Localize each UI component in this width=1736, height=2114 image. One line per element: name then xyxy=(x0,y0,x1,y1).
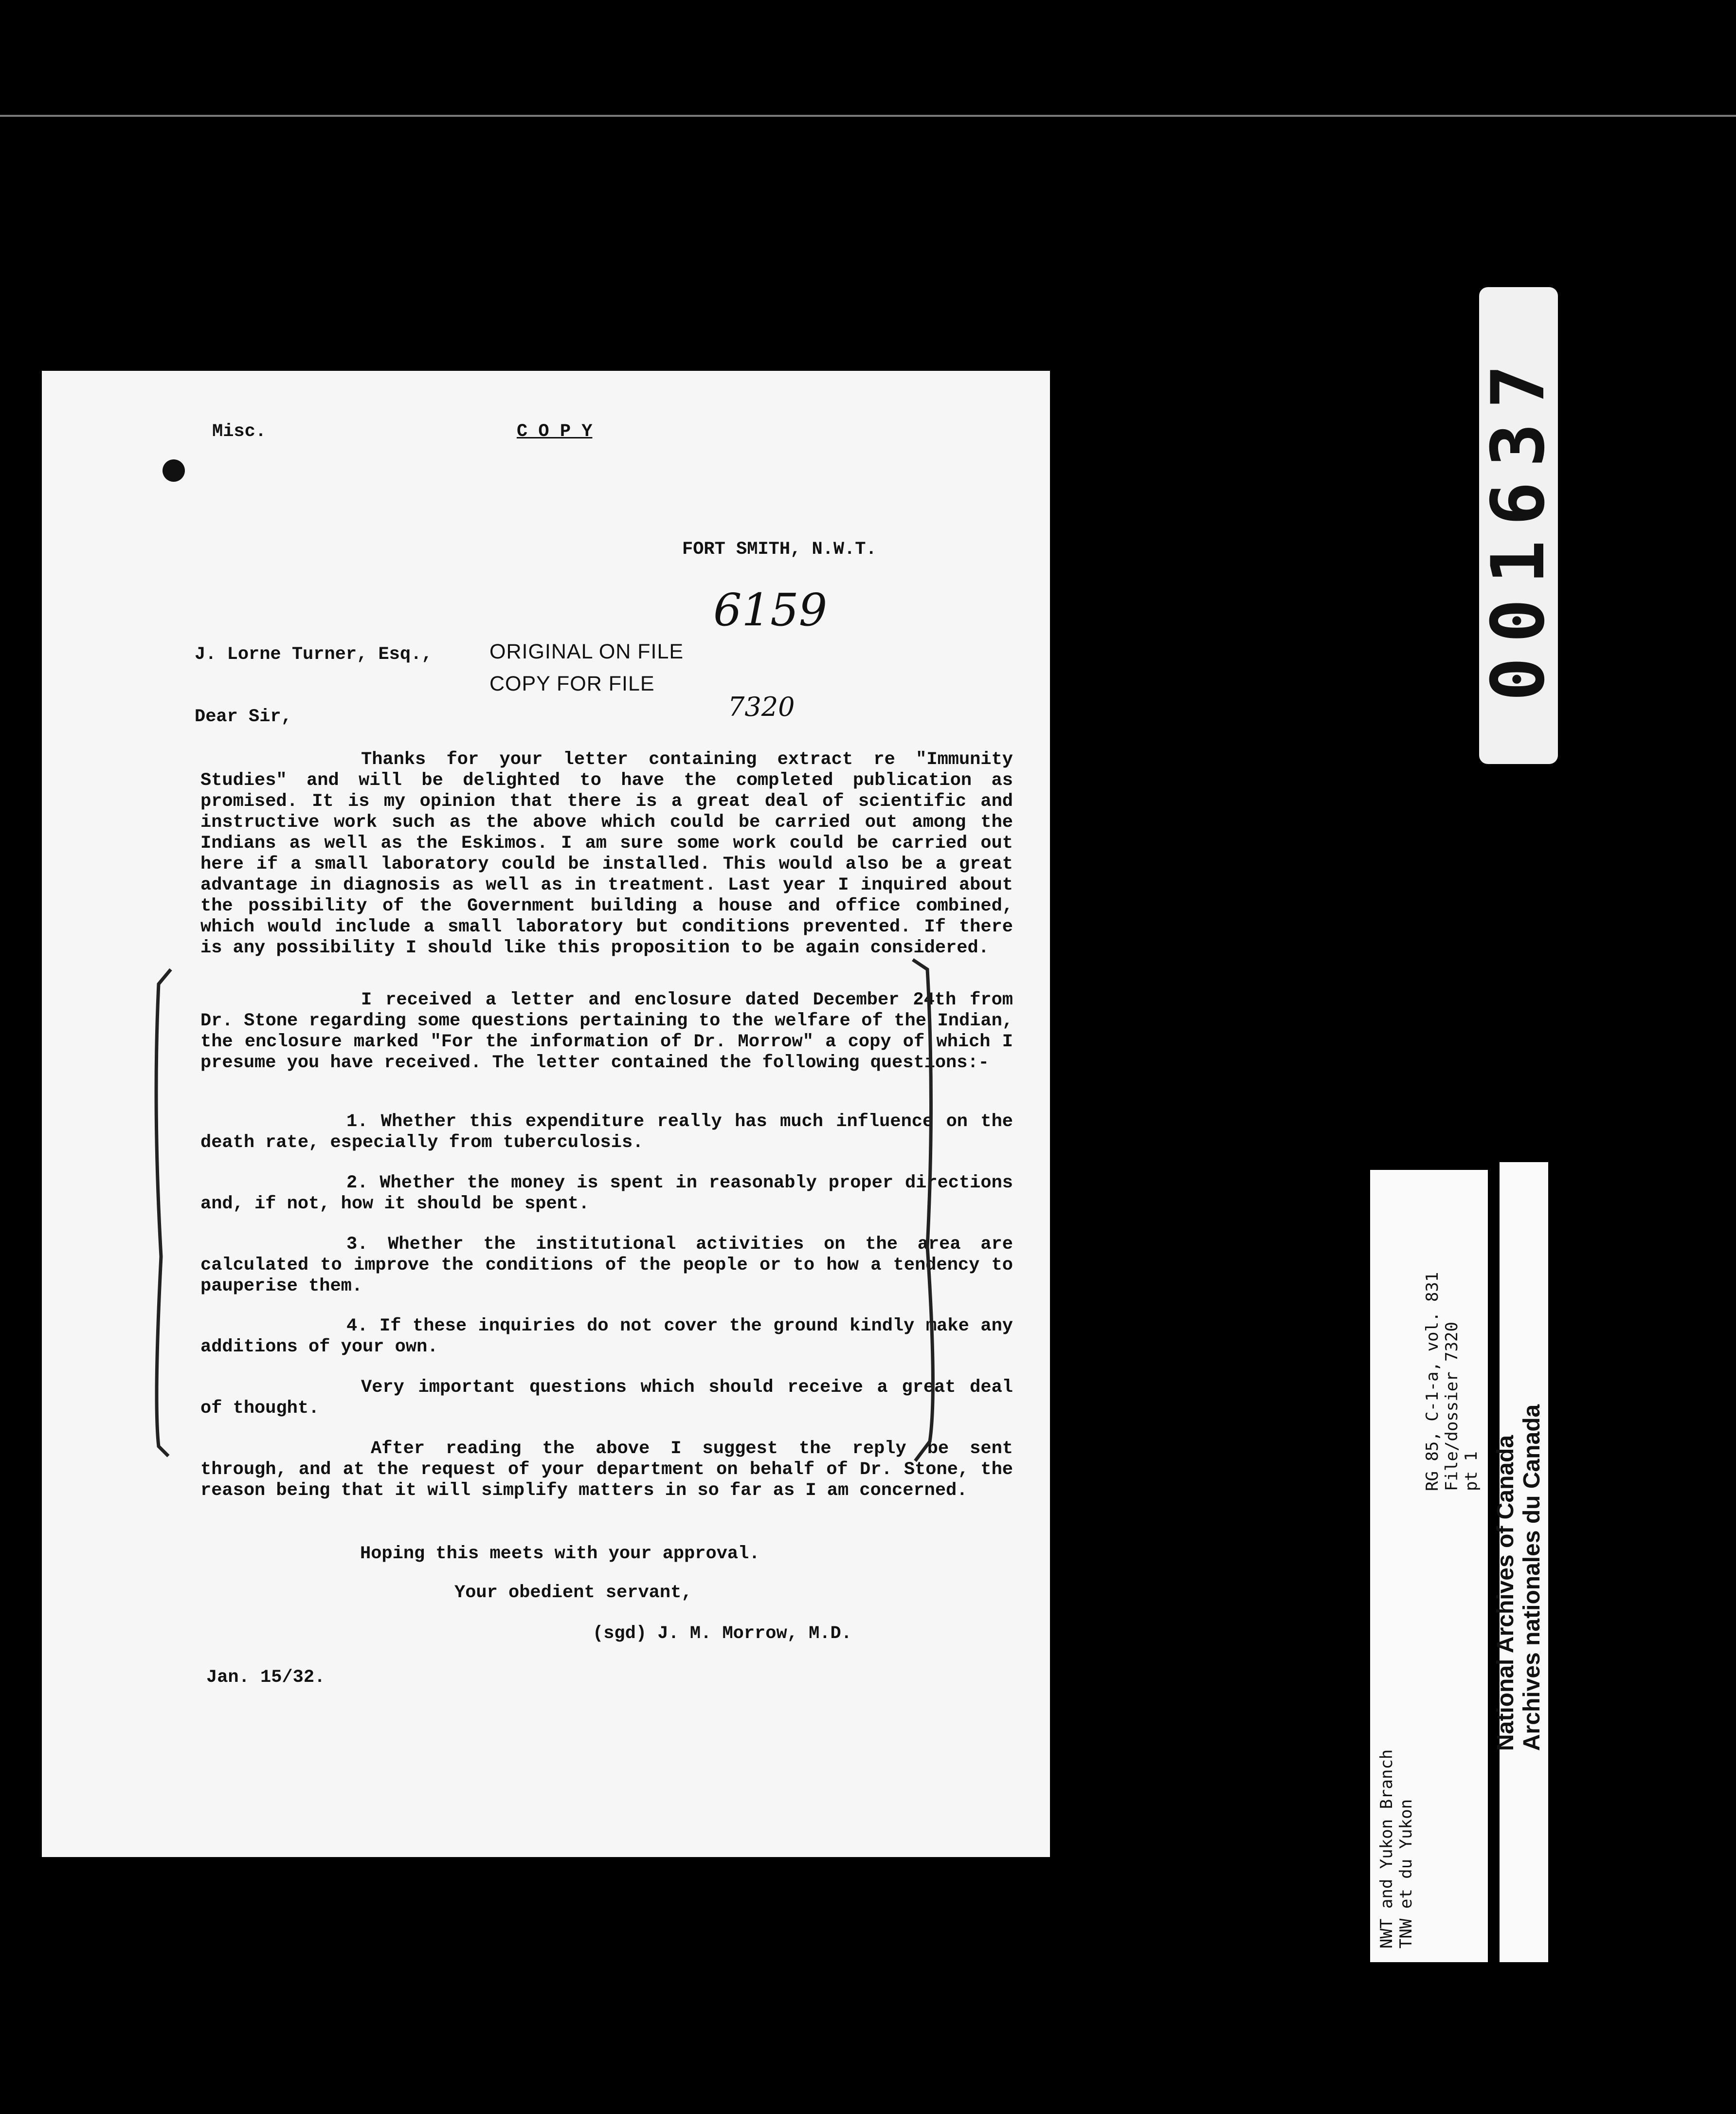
question-3: 3. Whether the institutional activities on the area are calculated to improve the conditions of the people or to how a tendency to pauperise them. xyxy=(200,1234,1013,1296)
right-margin-bracket xyxy=(908,955,947,1471)
frame-number-strip xyxy=(1476,287,1561,764)
branch-name-fr: TNW et du Yukon xyxy=(1396,1799,1416,1949)
stamp-original-on-file: ORIGINAL ON FILE xyxy=(489,640,684,663)
paragraph-after-reading: After reading the above I suggest the reply be sent through, and at the request of your department on behalf of Dr. Stone, the reason being that it will simplify matters in so far as I am concerned. xyxy=(200,1439,1013,1501)
closing-hoping: Hoping this meets with your approval. xyxy=(360,1544,760,1564)
part-reference: pt 1 xyxy=(1462,1451,1481,1491)
paragraph-1: Thanks for your letter containing extract re "Immunity Studies" and will be delighted to have the completed publication as promised. It is my opinion that there is a great deal of scientific and instructive work such as the above which could be carried out among the Indians as well as the Eskimos. I am sure some work could be carried out here if a small laboratory could be installed. This would also be a great advantage in diagnosis as well as in treatment. Last year I inquired about the possibility of the Government building a house and office combined, which would include a small laboratory but conditions prevented. If there is any possibility I should like this proposition to be again considered. xyxy=(200,749,1013,958)
closing-servant: Your obedient servant, xyxy=(454,1583,692,1603)
archives-name-fr: Archives nationales du Canada xyxy=(1519,1404,1545,1751)
paragraph-important: Very important questions which should receive a great deal of thought. xyxy=(200,1377,1013,1419)
place-line: FORT SMITH, N.W.T. xyxy=(682,539,877,560)
question-4: 4. If these inquiries do not cover the ground kindly make any additions of your own. xyxy=(200,1316,1013,1357)
handwritten-file-number: 6159 xyxy=(713,584,828,636)
file-dossier-reference: File/dossier 7320 xyxy=(1442,1322,1462,1491)
punch-hole-mark xyxy=(163,459,185,482)
paragraph-2: I received a letter and enclosure dated December 24th from Dr. Stone regarding some questions pertaining to the welfare of the Indian, the enclosure marked "For the information of Dr. Morrow" a copy of which I presume you have received. The letter contained the following questions:- xyxy=(200,990,1013,1073)
copy-heading: C O P Y xyxy=(517,421,593,442)
file-reference xyxy=(1423,1272,1481,1491)
question-2: 2. Whether the money is spent in reasonably proper directions and, if not, how it should be spent. xyxy=(200,1173,1013,1214)
addressee: J. Lorne Turner, Esq., xyxy=(195,644,433,665)
signature-line: (sgd) J. M. Morrow, M.D. xyxy=(593,1623,852,1644)
archive-reference-label xyxy=(1370,1170,1488,1962)
frame-number: 001637 xyxy=(1476,350,1561,701)
question-1: 1. Whether this expenditure really has much influence on the death rate, especially from tuberculosis. xyxy=(200,1112,1013,1153)
left-margin-bracket xyxy=(149,965,178,1461)
archives-name-label xyxy=(1493,1162,1548,1962)
record-group-reference: RG 85, C-1-a, vol. 831 xyxy=(1423,1272,1442,1491)
branch-name-en: NWT and Yukon Branch xyxy=(1377,1749,1396,1949)
archives-name-en: National Archives of Canada xyxy=(1493,1435,1519,1751)
misc-reference: Misc. xyxy=(212,421,267,442)
letter-date: Jan. 15/32. xyxy=(206,1667,326,1688)
branch-label xyxy=(1377,1750,1416,1949)
archives-names xyxy=(1493,1167,1545,1751)
stamp-copy-for-file: COPY FOR FILE xyxy=(489,672,655,695)
handwritten-file-number-2: 7320 xyxy=(728,692,795,722)
letter-page xyxy=(42,371,1050,1857)
film-edge-line xyxy=(0,115,1736,117)
salutation: Dear Sir, xyxy=(195,707,292,727)
